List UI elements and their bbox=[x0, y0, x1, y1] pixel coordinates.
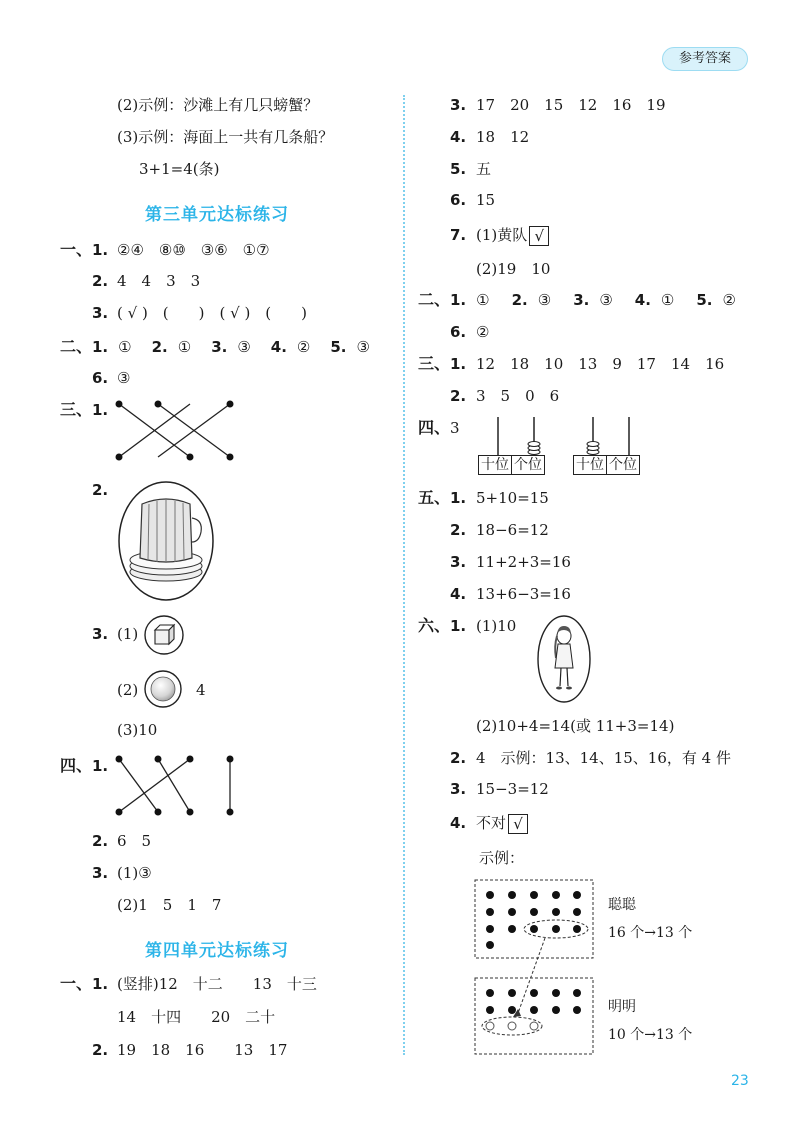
unit3-s1-q2-answer: 4 4 3 3 bbox=[117, 272, 201, 290]
unit3-s1-q3-answer: ( √ ) ( ) ( √ ) ( ) bbox=[117, 304, 308, 322]
right-s4-value: 3 bbox=[450, 419, 460, 437]
unit3-section-2: 二、 bbox=[60, 337, 93, 356]
right-q4-num: 4. bbox=[450, 128, 467, 146]
right-s6-q1-1: (1)10 bbox=[476, 617, 517, 635]
right-s6-q2-num: 2. bbox=[450, 749, 467, 767]
right-s5-q4-num: 4. bbox=[450, 585, 467, 603]
q-answer: ① bbox=[476, 291, 490, 309]
unit3-s1-q1-answer: ②④ ⑧⑩ ③⑥ ①⑦ bbox=[117, 241, 270, 259]
unit3-s3-q3-1: (1) bbox=[117, 625, 139, 643]
right-s3-q2-num: 2. bbox=[450, 387, 467, 405]
unit3-s4-q3-num: 3. bbox=[92, 864, 109, 882]
unit3-s3-q1-num: 1. bbox=[92, 401, 109, 419]
q-num: 3. bbox=[211, 338, 228, 356]
q-num: 5. bbox=[696, 291, 713, 309]
right-s2-row1 bbox=[450, 290, 736, 310]
unit3-section-3: 三、 bbox=[60, 400, 93, 419]
right-q3-num: 3. bbox=[450, 96, 467, 114]
right-s3-q2-answer: 3 5 0 6 bbox=[476, 387, 560, 405]
right-section-5: 五、 bbox=[418, 488, 451, 507]
q-num: 2. bbox=[511, 291, 528, 309]
unit3-section-4: 四、 bbox=[60, 756, 93, 775]
right-s6-q3-answer: 15−3=12 bbox=[476, 780, 549, 798]
right-q7-1 bbox=[476, 225, 549, 246]
congcong-change: 16 个→13 个 bbox=[608, 925, 693, 941]
unit3-s3-q2-num: 2. bbox=[92, 481, 109, 499]
unit3-s4-q2-num: 2. bbox=[92, 832, 109, 850]
right-section-3: 三、 bbox=[418, 354, 451, 373]
q-answer: ① bbox=[660, 291, 675, 309]
abacus-1 bbox=[478, 415, 558, 459]
right-s2-q6-answer: ② bbox=[476, 323, 490, 341]
right-s6-q4-answer bbox=[476, 813, 528, 834]
unit3-s1-q1-num: 1. bbox=[92, 241, 109, 259]
unit3-s4-q2-answer: 6 5 bbox=[117, 832, 152, 850]
cube-illustration bbox=[143, 614, 185, 656]
dot-transfer-diagram bbox=[473, 878, 598, 1058]
right-s6-q1-num: 1. bbox=[450, 617, 467, 635]
right-q4-answer: 18 12 bbox=[476, 128, 530, 146]
unit3-title: 第三单元达标练习 bbox=[145, 205, 289, 225]
q-num: 5. bbox=[330, 338, 347, 356]
right-q6-answer: 15 bbox=[476, 191, 496, 209]
abacus-2 bbox=[573, 415, 653, 459]
unit3-s4-q3-2: (2)1 5 1 7 bbox=[117, 896, 222, 914]
answer-key-badge: 参考答案 bbox=[662, 47, 748, 71]
q-num: 3. bbox=[573, 291, 590, 309]
unit3-s1-q2-num: 2. bbox=[92, 272, 109, 290]
right-s5-q2-num: 2. bbox=[450, 521, 467, 539]
example-label: 示例： bbox=[479, 849, 525, 867]
ones-place-label: 个位 bbox=[514, 457, 542, 473]
prev-q3-answer: 3+1=4(条) bbox=[139, 160, 220, 178]
right-section-2: 二、 bbox=[418, 290, 451, 309]
unit3-s3-q3-2: (2) bbox=[117, 681, 139, 699]
right-s6-q1-2: (2)10+4=14(或 11+3=14) bbox=[476, 717, 675, 735]
q-num: 1. bbox=[450, 291, 467, 309]
q-answer: ③ bbox=[356, 338, 370, 356]
unit4-section-1: 一、 bbox=[60, 974, 93, 993]
unit3-s2-row1 bbox=[92, 337, 370, 357]
unit4-s1-q2-answer: 19 18 16 13 17 bbox=[117, 1041, 288, 1059]
unit3-s2-q6-num: 6. bbox=[92, 369, 109, 387]
unit4-s1-q1-b: 14 十四 20 二十 bbox=[117, 1008, 276, 1026]
right-s5-q1-answer: 5+10=15 bbox=[476, 489, 549, 507]
right-s5-q2-answer: 18−6=12 bbox=[476, 521, 549, 539]
right-q5-answer: 五 bbox=[476, 160, 492, 178]
right-q3-answer: 17 20 15 12 16 19 bbox=[476, 96, 666, 114]
unit3-s3-q3-2-value: 4 bbox=[196, 681, 206, 699]
right-s6-q4-num: 4. bbox=[450, 814, 467, 832]
q-num: 2. bbox=[151, 338, 168, 356]
right-q7-2: (2)19 10 bbox=[476, 260, 551, 278]
tens-place-label: 十位 bbox=[479, 456, 512, 474]
q-answer: ② bbox=[296, 338, 311, 356]
q-answer: ① bbox=[118, 338, 132, 356]
q-num: 4. bbox=[634, 291, 651, 309]
mingming-name: 明明 bbox=[608, 999, 636, 1015]
q-answer: ③ bbox=[537, 291, 552, 309]
q-num: 4. bbox=[270, 338, 287, 356]
unit3-s4-q3-1: (1)③ bbox=[117, 864, 152, 882]
column-divider bbox=[403, 95, 405, 1055]
unit4-s1-q1-num: 1. bbox=[92, 975, 109, 993]
q4-checkbox: √ bbox=[508, 814, 528, 834]
unit3-s3-q3-num: 3. bbox=[92, 625, 109, 643]
q7-checkbox: √ bbox=[529, 226, 549, 246]
right-s3-q1-num: 1. bbox=[450, 355, 467, 373]
unit4-s1-q1-a: (竖排)12 十二 13 十三 bbox=[117, 975, 317, 993]
unit3-s2-q6-answer: ③ bbox=[117, 369, 131, 387]
q-num: 1. bbox=[92, 338, 109, 356]
page-number: 23 bbox=[731, 1073, 749, 1089]
tens-place-label: 十位 bbox=[574, 456, 607, 474]
matching-lines-diagram-1 bbox=[110, 395, 240, 465]
right-q6-num: 6. bbox=[450, 191, 467, 209]
q-answer: ③ bbox=[599, 291, 613, 309]
right-q7-num: 7. bbox=[450, 226, 467, 244]
right-s2-q6-num: 6. bbox=[450, 323, 467, 341]
abacus-2-labels bbox=[573, 455, 640, 475]
unit4-title: 第四单元达标练习 bbox=[145, 941, 289, 961]
sphere-illustration bbox=[143, 669, 183, 709]
right-section-6: 六、 bbox=[418, 616, 451, 635]
right-s5-q1-num: 1. bbox=[450, 489, 467, 507]
unit3-s4-q1-num: 1. bbox=[92, 757, 109, 775]
right-s6-q3-num: 3. bbox=[450, 780, 467, 798]
ones-place-label: 个位 bbox=[609, 457, 637, 473]
q4-text: 不对 bbox=[476, 814, 507, 832]
mingming-change: 10 个→13 个 bbox=[608, 1027, 693, 1043]
unit4-s1-q2-num: 2. bbox=[92, 1041, 109, 1059]
right-s6-q2-answer: 4 示例：13、14、15、16，有 4 件 bbox=[476, 749, 731, 767]
right-s3-q1-answer: 12 18 10 13 9 17 14 16 bbox=[476, 355, 725, 373]
unit3-s1-q3-num: 3. bbox=[92, 304, 109, 322]
right-s5-q3-num: 3. bbox=[450, 553, 467, 571]
unit3-section-1: 一、 bbox=[60, 240, 93, 259]
right-s5-q3-answer: 11+2+3=16 bbox=[476, 553, 571, 571]
q-answer: ① bbox=[177, 338, 192, 356]
right-s5-q4-answer: 13+6−3=16 bbox=[476, 585, 571, 603]
prev-q2: (2)示例：沙滩上有几只螃蟹？ bbox=[117, 96, 319, 114]
matching-lines-diagram-2 bbox=[110, 750, 240, 820]
q-answer: ③ bbox=[237, 338, 251, 356]
prev-q3: (3)示例：海面上一共有几条船？ bbox=[117, 128, 334, 146]
right-section-4: 四、 bbox=[418, 418, 451, 437]
q7-1-text: (1)黄队 bbox=[476, 226, 528, 244]
stacked-objects-illustration bbox=[117, 480, 215, 602]
abacus-1-labels bbox=[478, 455, 545, 475]
q-answer: ② bbox=[722, 291, 736, 309]
congcong-name: 聪聪 bbox=[608, 897, 636, 913]
right-q5-num: 5. bbox=[450, 160, 467, 178]
girl-illustration bbox=[536, 614, 592, 704]
unit3-s3-q3-3: (3)10 bbox=[117, 721, 158, 739]
